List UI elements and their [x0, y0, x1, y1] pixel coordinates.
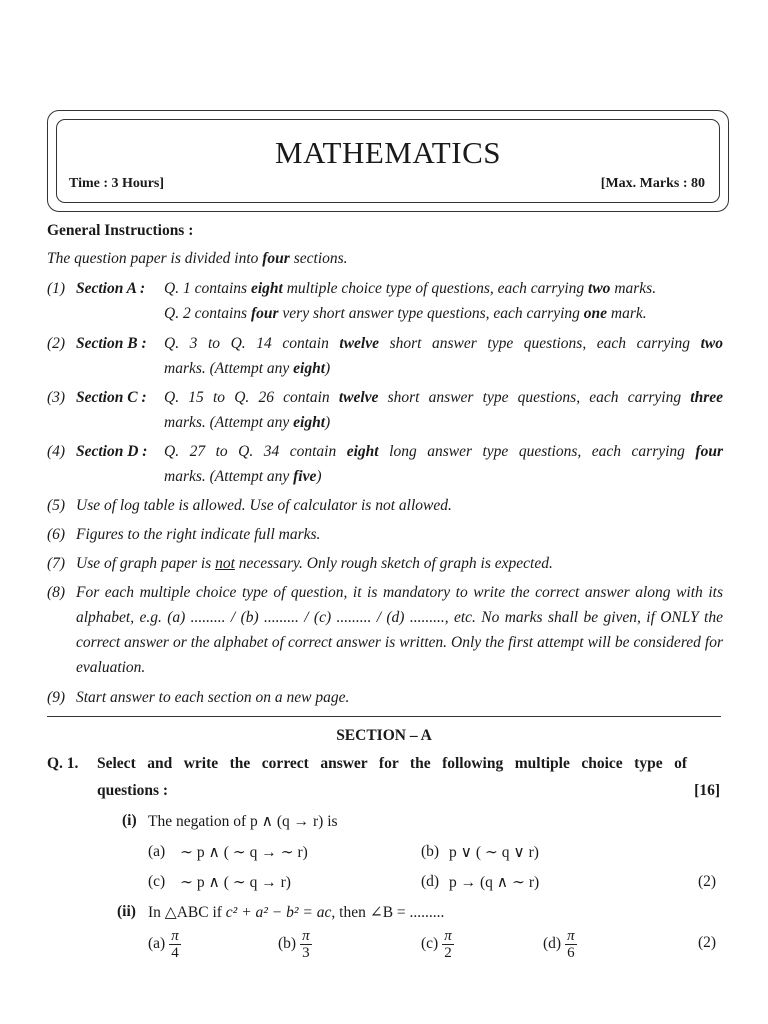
fraction: $\frac{\pi}{2}$: [444, 927, 452, 961]
time-label: Time : 3 Hours]: [69, 176, 165, 191]
instruction-8: [47, 580, 723, 680]
option-label-d: (d): [421, 873, 440, 890]
instruction-text: Q. 1 contains eight multiple choice type of questions, each carrying two marks. Q. 2 contains four very short answer type questions, each carrying one mark.: [164, 280, 657, 322]
instruction-number: (2): [47, 335, 66, 352]
paper-title: MATHEMATICS: [275, 135, 501, 170]
subquestion-stem: In △ABC if c² + a² − b² = ac, then ∠B = .........: [148, 904, 445, 921]
section-a-title: SECTION – A: [336, 727, 432, 744]
subquestion-marks: (2): [698, 934, 717, 951]
instruction-text: Start answer to each section on a new page.: [76, 689, 350, 706]
general-instructions-heading: General Instructions :: [47, 222, 194, 239]
instruction-7: [47, 551, 723, 576]
option-label-b: (b): [421, 843, 440, 860]
question-marks: [16]: [694, 782, 720, 799]
instruction-number: (6): [47, 526, 66, 543]
fraction: $\frac{\pi}{3}$: [302, 927, 310, 961]
section-divider: [47, 716, 721, 717]
instruction-2: [47, 331, 723, 381]
instruction-number: (5): [47, 497, 66, 514]
instruction-number: (7): [47, 555, 66, 572]
option-a: (a) $\frac{\pi}{4}$: [148, 927, 179, 961]
instruction-number: (1): [47, 280, 66, 297]
instruction-3: [47, 385, 723, 435]
subquestion-number: (i): [122, 812, 137, 829]
option-b: (b) $\frac{\pi}{3}$: [278, 927, 310, 961]
instruction-4: [47, 439, 723, 489]
instruction-text: Figures to the right indicate full marks.: [76, 526, 321, 543]
instruction-number: (9): [47, 689, 66, 706]
option-text-a: ∼ p ∧ ( ∼ q → ∼ r): [180, 844, 308, 861]
option-text-c: ∼ p ∧ ( ∼ q → r): [180, 874, 291, 891]
option-c: (c) $\frac{\pi}{2}$: [421, 927, 452, 961]
subquestion-number: (ii): [117, 903, 136, 920]
subquestion-stem: The negation of p ∧ (q → r) is: [148, 813, 338, 830]
question-text: Select and write the correct answer for the following multiple choice type of: [97, 755, 687, 772]
question-number: Q. 1.: [47, 755, 79, 772]
subquestion-marks: (2): [698, 873, 717, 890]
option-text-d: p → (q ∧ ∼ r): [449, 874, 540, 891]
option-text-b: p ∨ ( ∼ q ∨ r): [449, 844, 539, 861]
instruction-text: Use of graph paper is not necessary. Only rough sketch of graph is expected.: [76, 555, 553, 572]
instruction-9: [47, 685, 723, 710]
section-label: Section C :: [76, 389, 147, 406]
instruction-6: [47, 522, 723, 547]
instruction-number: (4): [47, 443, 66, 460]
header-inner-border: [56, 119, 720, 203]
fraction: $\frac{\pi}{4}$: [171, 927, 179, 961]
instruction-1: [47, 276, 723, 326]
section-label: Section A :: [76, 280, 146, 297]
section-label: Section D :: [76, 443, 148, 460]
instruction-text: Use of log table is allowed. Use of calculator is not allowed.: [76, 497, 452, 514]
general-instructions-intro: The question paper is divided into four sections.: [47, 250, 348, 267]
instruction-number: (8): [47, 584, 66, 601]
instruction-text: Q. 27 to Q. 34 contain eight long answer type questions, each carrying four marks. (Attempt any five): [164, 443, 723, 485]
instruction-text: Q. 15 to Q. 26 contain twelve short answer type questions, each carrying three marks. (Attempt any eight): [164, 389, 723, 431]
fraction: $\frac{\pi}{6}$: [567, 927, 575, 961]
option-label-a: (a): [148, 843, 166, 860]
section-label: Section B :: [76, 335, 147, 352]
question-text-continued: questions :: [97, 782, 169, 799]
option-d: (d) $\frac{\pi}{6}$: [543, 927, 575, 961]
instruction-text: For each multiple choice type of question, it is mandatory to write the correct answer along with its alphabet, e.g. (a) ......... / (b) ......... / (c) ......... / (d) ........., etc. No marks shall be given, if ONLY the correct answer or the alphabet of correct answer is written. Only the first attempt will be considered for evaluation.: [76, 584, 723, 676]
header-box: [47, 110, 729, 212]
instruction-text: Q. 3 to Q. 14 contain twelve short answer type questions, each carrying two marks. (Attempt any eight): [164, 335, 723, 377]
max-marks-label: [Max. Marks : 80: [600, 176, 705, 191]
instruction-5: [47, 493, 723, 518]
option-label-c: (c): [148, 873, 166, 890]
instruction-number: (3): [47, 389, 66, 406]
